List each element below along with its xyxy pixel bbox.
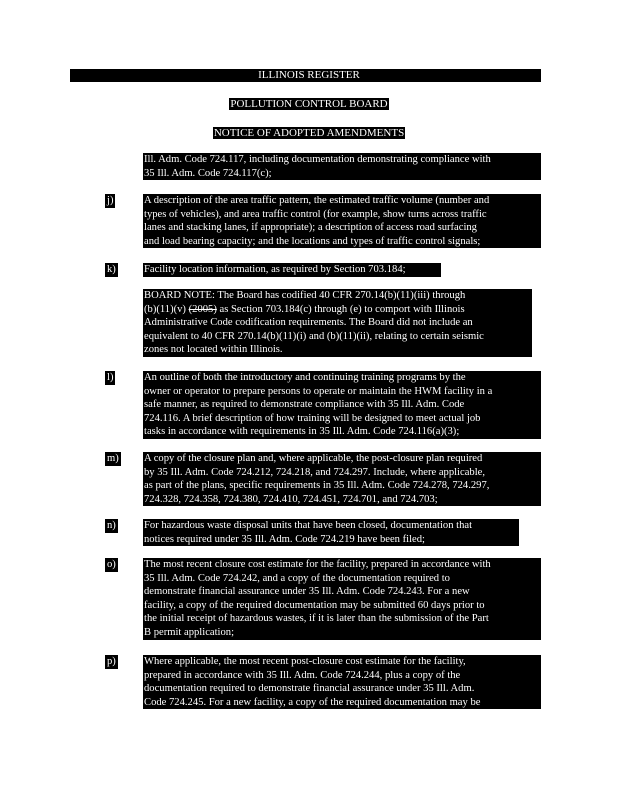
notice-title: NOTICE OF ADOPTED AMENDMENTS <box>213 127 405 139</box>
board-note-text-2: as Section 703.184(c) through (e) to comport with Illinois Administrative Code codification requirements. The Board did not include an equivalent to 40 CFR 270.14(b)(11)(i) and (b)(11)(ii), relating to certain seismic zones not located within Illinois. <box>144 303 484 356</box>
board-note-struck-year: (2005) <box>188 303 217 315</box>
item-label-n: n) <box>107 520 116 531</box>
item-label-m: m) <box>107 453 119 464</box>
item-text-l: An outline of both the introductory and continuing training programs by the owner or operator to prepare persons to operate or maintain the HWM facility in a safe manner, as required to demonstrate compliance with 35 Ill. Adm. Code 724.116. A brief description of how training will be designed to meet actual job tasks in accordance with requirements in 35 Ill. Adm. Code 724.116(a)(3); <box>143 371 541 439</box>
item-text-j: A description of the area traffic pattern, the estimated traffic volume (number and types of vehicles), and area traffic control (for example, show turns across traffic lanes and stacking lanes, if appropriate); a description of access road surfacing and load bearing capacity; and the locations and types of traffic control signals; <box>143 194 541 248</box>
item-text-k: Facility location information, as required by Section 703.184; <box>143 263 441 277</box>
item-text-p: Where applicable, the most recent post-closure cost estimate for the facility, prepared in accordance with 35 Ill. Adm. Code 724.244, plus a copy of the documentation required to demonstrate financial assurance under 35 Ill. Adm. Code 724.245. For a new facility, a copy of the required documentation may be <box>143 655 541 709</box>
item-label-o: o) <box>107 559 116 570</box>
item-text-m: A copy of the closure plan and, where applicable, the post-closure plan required by 35 Ill. Adm. Code 724.212, 724.218, and 724.297. Include, where applicable, as part of the plans, specific requirements in 35 Ill. Adm. Code 724.278, 724.297, 724.328, 724.358, 724.380, 724.410, 724.451, 724.701, and 724.703; <box>143 452 541 506</box>
item-label-l: l) <box>107 372 114 383</box>
item-label-p: p) <box>107 656 116 667</box>
board-title: POLLUTION CONTROL BOARD <box>230 98 388 110</box>
item-label-k: k) <box>107 264 116 275</box>
item-label-j: j) <box>107 195 114 206</box>
item-text-o: The most recent closure cost estimate for the facility, prepared in accordance with 35 Ill. Adm. Code 724.242, and a copy of the documentation required to demonstrate financial assurance under 35 Ill. Adm. Code 724.243. For a new facility, a copy of the required documentation may be submitted 60 days prior to the initial receipt of hazardous wastes, if it is later than the submission of the Part B permit application; <box>143 558 541 640</box>
item-text-n: For hazardous waste disposal units that have been closed, documentation that notices required under 35 Ill. Adm. Code 724.219 have been filed; <box>143 519 519 546</box>
intro-paragraph: Ill. Adm. Code 724.117, including documentation demonstrating compliance with 35 Ill. Adm. Code 724.117(c); <box>143 153 541 180</box>
board-note <box>143 289 532 357</box>
register-title: ILLINOIS REGISTER <box>258 69 360 81</box>
board-note-text-1: BOARD NOTE: The Board has codified 40 CFR 270.14(b)(11)(iii) through (b)(11)(v) <box>144 290 466 315</box>
